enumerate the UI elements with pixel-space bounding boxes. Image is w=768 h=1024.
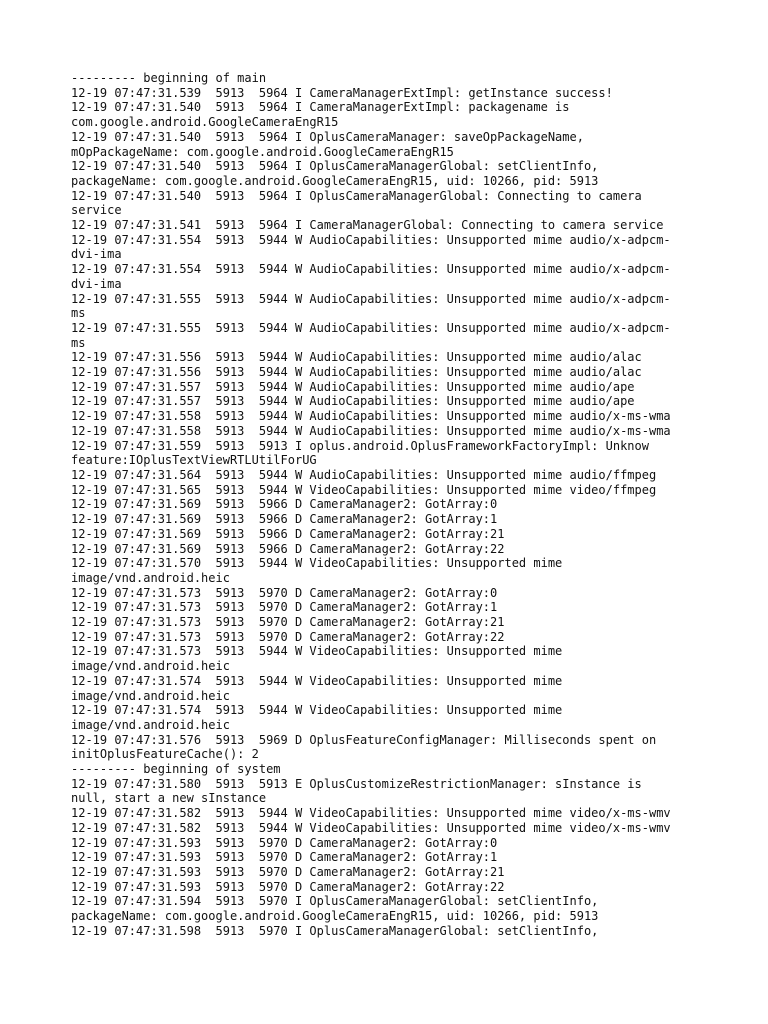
log-line: 12-19 07:47:31.580 5913 5913 E OplusCustomizeRestrictionManager: sInstance is bbox=[71, 776, 642, 791]
log-line: 12-19 07:47:31.574 5913 5944 W VideoCapabilities: Unsupported mime bbox=[71, 703, 563, 718]
log-line: 12-19 07:47:31.541 5913 5964 I CameraManagerGlobal: Connecting to camera service bbox=[71, 218, 664, 233]
log-line: 12-19 07:47:31.573 5913 5970 D CameraManager2: GotArray:1 bbox=[71, 600, 498, 615]
log-line: 12-19 07:47:31.570 5913 5944 W VideoCapabilities: Unsupported mime bbox=[71, 556, 563, 571]
log-line: 12-19 07:47:31.558 5913 5944 W AudioCapabilities: Unsupported mime audio/x-ms-wma bbox=[71, 409, 671, 424]
log-line: 12-19 07:47:31.557 5913 5944 W AudioCapabilities: Unsupported mime audio/ape bbox=[71, 394, 635, 409]
log-line: 12-19 07:47:31.540 5913 5964 I OplusCameraManagerGlobal: Connecting to camera bbox=[71, 188, 642, 203]
log-line: 12-19 07:47:31.556 5913 5944 W AudioCapabilities: Unsupported mime audio/alac bbox=[71, 365, 642, 380]
log-line: 12-19 07:47:31.573 5913 5944 W VideoCapabilities: Unsupported mime bbox=[71, 644, 563, 659]
log-line: 12-19 07:47:31.554 5913 5944 W AudioCapabilities: Unsupported mime audio/x-adpcm- bbox=[71, 232, 671, 247]
log-line: 12-19 07:47:31.558 5913 5944 W AudioCapabilities: Unsupported mime audio/x-ms-wma bbox=[71, 423, 671, 438]
log-line: 12-19 07:47:31.556 5913 5944 W AudioCapabilities: Unsupported mime audio/alac bbox=[71, 350, 642, 365]
log-line: 12-19 07:47:31.555 5913 5944 W AudioCapabilities: Unsupported mime audio/x-adpcm- bbox=[71, 291, 671, 306]
log-line: 12-19 07:47:31.555 5913 5944 W AudioCapabilities: Unsupported mime audio/x-adpcm- bbox=[71, 320, 671, 335]
log-line: mOpPackageName: com.google.android.GoogleCameraEngR15 bbox=[71, 144, 454, 159]
log-line: 12-19 07:47:31.540 5913 5964 I OplusCameraManager: saveOpPackageName, bbox=[71, 129, 584, 144]
log-line: 12-19 07:47:31.554 5913 5944 W AudioCapabilities: Unsupported mime audio/x-adpcm- bbox=[71, 262, 671, 277]
log-line: 12-19 07:47:31.573 5913 5970 D CameraManager2: GotArray:0 bbox=[71, 585, 498, 600]
log-line: 12-19 07:47:31.594 5913 5970 I OplusCameraManagerGlobal: setClientInfo, bbox=[71, 894, 599, 909]
log-line: null, start a new sInstance bbox=[71, 791, 267, 806]
log-line: initOplusFeatureCache(): 2 bbox=[71, 747, 259, 762]
log-line: 12-19 07:47:31.582 5913 5944 W VideoCapabilities: Unsupported mime video/x-ms-wmv bbox=[71, 820, 671, 835]
log-line: packageName: com.google.android.GoogleCameraEngR15, uid: 10266, pid: 5913 bbox=[71, 909, 599, 924]
log-line: 12-19 07:47:31.598 5913 5970 I OplusCameraManagerGlobal: setClientInfo, bbox=[71, 923, 599, 938]
log-line: dvi-ima bbox=[71, 276, 122, 291]
log-line: 12-19 07:47:31.573 5913 5970 D CameraManager2: GotArray:21 bbox=[71, 615, 505, 630]
log-line: service bbox=[71, 203, 122, 218]
log-line: 12-19 07:47:31.573 5913 5970 D CameraManager2: GotArray:22 bbox=[71, 629, 505, 644]
log-line: 12-19 07:47:31.569 5913 5966 D CameraManager2: GotArray:0 bbox=[71, 497, 498, 512]
log-line: image/vnd.android.heic bbox=[71, 717, 230, 732]
log-page bbox=[71, 71, 711, 938]
log-line: 12-19 07:47:31.582 5913 5944 W VideoCapabilities: Unsupported mime video/x-ms-wmv bbox=[71, 806, 671, 821]
log-line: 12-19 07:47:31.593 5913 5970 D CameraManager2: GotArray:0 bbox=[71, 835, 498, 850]
log-line: com.google.android.GoogleCameraEngR15 bbox=[71, 115, 339, 130]
log-line: image/vnd.android.heic bbox=[71, 570, 230, 585]
log-line: 12-19 07:47:31.569 5913 5966 D CameraManager2: GotArray:1 bbox=[71, 512, 498, 527]
log-line: 12-19 07:47:31.574 5913 5944 W VideoCapabilities: Unsupported mime bbox=[71, 673, 563, 688]
log-line: 12-19 07:47:31.593 5913 5970 D CameraManager2: GotArray:1 bbox=[71, 850, 498, 865]
log-line: 12-19 07:47:31.564 5913 5944 W AudioCapabilities: Unsupported mime audio/ffmpeg bbox=[71, 467, 657, 482]
log-line: 12-19 07:47:31.569 5913 5966 D CameraManager2: GotArray:22 bbox=[71, 541, 505, 556]
log-line: 12-19 07:47:31.559 5913 5913 I oplus.android.OplusFrameworkFactoryImpl: Unknow bbox=[71, 438, 649, 453]
log-line: 12-19 07:47:31.576 5913 5969 D OplusFeatureConfigManager: Milliseconds spent on bbox=[71, 732, 657, 747]
log-line: image/vnd.android.heic bbox=[71, 659, 230, 674]
log-line: 12-19 07:47:31.593 5913 5970 D CameraManager2: GotArray:21 bbox=[71, 864, 505, 879]
log-line: dvi-ima bbox=[71, 247, 122, 262]
log-line: 12-19 07:47:31.593 5913 5970 D CameraManager2: GotArray:22 bbox=[71, 879, 505, 894]
log-line: 12-19 07:47:31.540 5913 5964 I CameraManagerExtImpl: packagename is bbox=[71, 100, 570, 115]
log-line: 12-19 07:47:31.565 5913 5944 W VideoCapabilities: Unsupported mime video/ffmpeg bbox=[71, 482, 657, 497]
log-line: --------- beginning of main bbox=[71, 71, 267, 85]
log-line: image/vnd.android.heic bbox=[71, 688, 230, 703]
log-line: 12-19 07:47:31.569 5913 5966 D CameraManager2: GotArray:21 bbox=[71, 526, 505, 541]
log-line: 12-19 07:47:31.539 5913 5964 I CameraManagerExtImpl: getInstance success! bbox=[71, 85, 613, 100]
log-line: --------- beginning of system bbox=[71, 762, 281, 777]
log-line: 12-19 07:47:31.540 5913 5964 I OplusCameraManagerGlobal: setClientInfo, bbox=[71, 159, 599, 174]
log-line: ms bbox=[71, 335, 86, 350]
log-line: feature:IOplusTextViewRTLUtilForUG bbox=[71, 453, 317, 468]
log-line: ms bbox=[71, 306, 86, 321]
log-line: 12-19 07:47:31.557 5913 5944 W AudioCapabilities: Unsupported mime audio/ape bbox=[71, 379, 635, 394]
log-line: packageName: com.google.android.GoogleCameraEngR15, uid: 10266, pid: 5913 bbox=[71, 173, 599, 188]
